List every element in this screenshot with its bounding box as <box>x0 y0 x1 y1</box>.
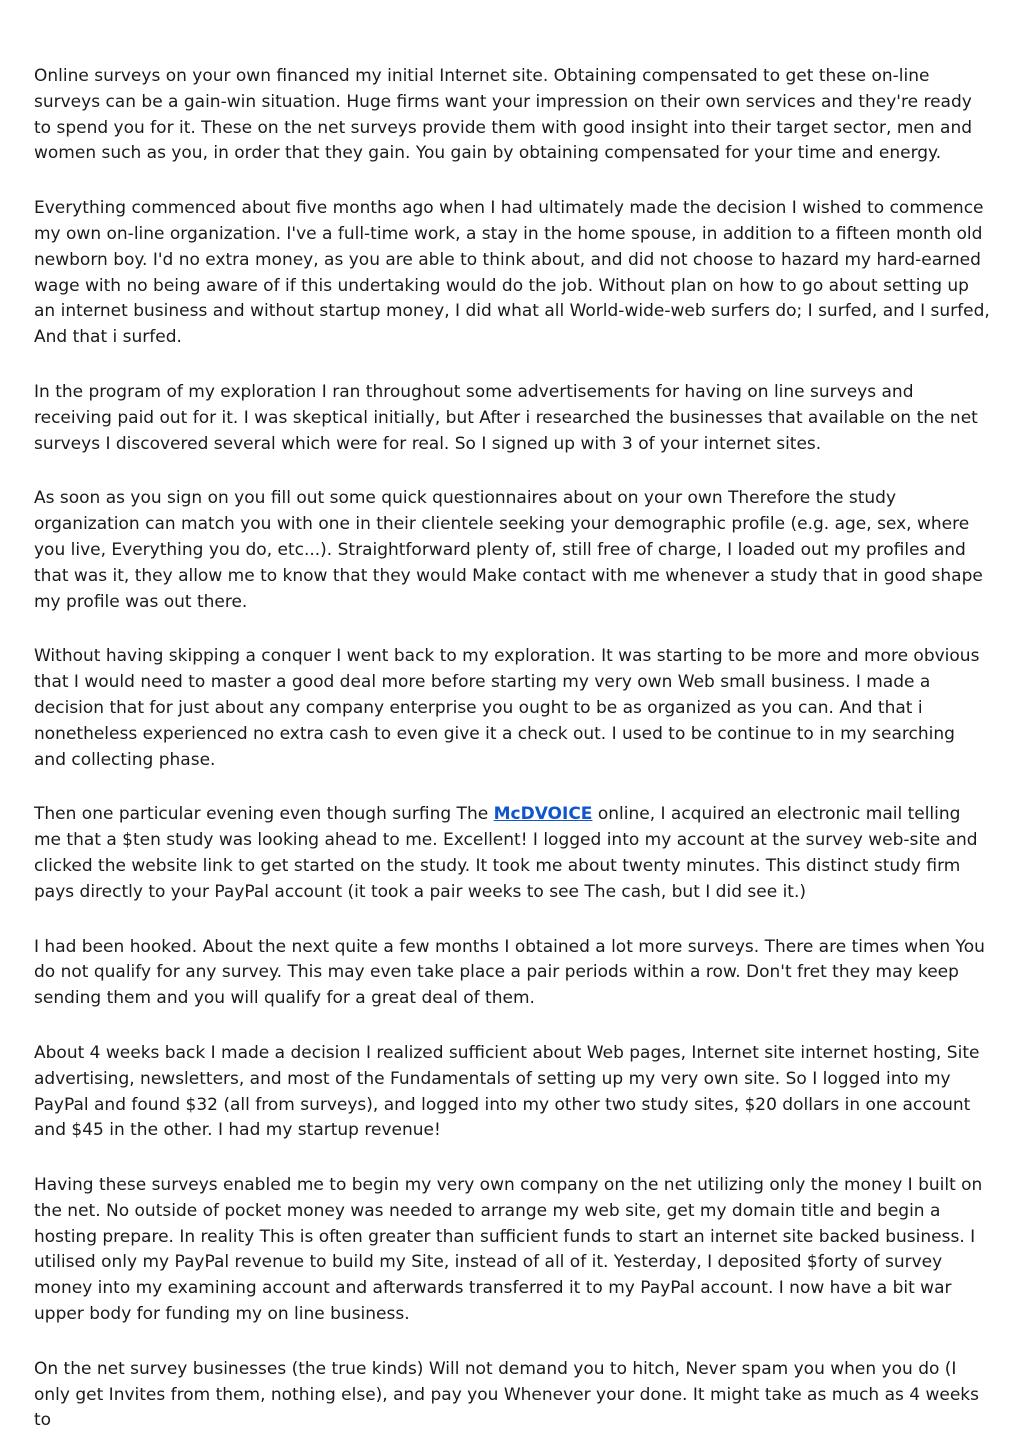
paragraph-10: On the net survey businesses (the true kinds) Will not demand you to hitch, Never spam you when you do (I only get Invites from them, nothing else), and pay you Whenever your done. It might take as much as 4 weeks to <box>34 1358 980 1431</box>
paragraph-4: As soon as you sign on you fill out some quick questionnaires about on your own Therefore the study organization can match you with one in their clientele seeking your demographic profile (e.g. age, sex, where you live, Everything you do, etc...). Straightforward plenty of, still free of charge, I loaded out my profiles and that was it, they allow me to know that they would Make contact with me whenever a study that in good shape my profile was out there. <box>34 488 983 612</box>
paragraph-6-before-link: Then one particular evening even though surfing The <box>34 804 494 825</box>
mcdvoice-link[interactable]: McDVOICE <box>493 804 593 825</box>
paragraph-6-after-link: online, I acquired an electronic mail telling me that a $ten study was looking ahead to me. Excellent! I logged into my account at the survey web-site and clicked the website link to get started on the study. It took me about twenty minutes. This distinct study firm pays directly to your PayPal account (it took a pair weeks to see The cash, but I did see it.) <box>34 804 978 902</box>
paragraph-3: In the program of my exploration I ran throughout some advertisements for having on line surveys and receiving paid out for it. I was skeptical initially, but After i researched the businesses that available on the net surveys I discovered several which were for real. So I signed up with 3 of your internet sites. <box>34 381 978 454</box>
paragraph-6 <box>34 802 992 905</box>
paragraph-9: Having these surveys enabled me to begin my very own company on the net utilizing only the money I built on the net. No outside of pocket money was needed to arrange my web site, get my domain title and begin a hosting prepare. In reality This is often greater than sufficient funds to start an internet site backed business. I utilised only my PayPal revenue to build my Site, instead of all of it. Yesterday, I deposited $forty of survey money into my examining account and afterwards transferred it to my PayPal account. I now have a bit war upper body for funding my on line business. <box>34 1175 983 1325</box>
paragraph-7: I had been hooked. About the next quite a few months I obtained a lot more surveys. There are times when You do not qualify for any survey. This may even take place a pair periods within a row. Don't fret they may keep sending them and you will qualify for a great deal of them. <box>34 936 985 1009</box>
paragraph-2: Everything commenced about five months ago when I had ultimately made the decision I wished to commence my own on-line organization. I've a full-time work, a stay in the home spouse, in addition to a fifteen month old newborn boy. I'd no extra money, as you are able to think about, and did not choose to hazard my hard-earned wage with no being aware of if this undertaking would do the job. Without plan on how to go about setting up an internet business and without startup money, I did what all World-wide-web surfers do; I surfed, and I surfed, And that i surfed. <box>34 198 990 348</box>
paragraph-5: Without having skipping a conquer I went back to my exploration. It was starting to be more and more obvious that I would need to master a good deal more before starting my very own Web small business. I made a decision that for just about any company enterprise you ought to be as organized as you can. And that i nonetheless experienced no extra cash to even give it a check out. I used to be continue to in my searching and collecting phase. <box>34 646 980 770</box>
paragraph-1: Online surveys on your own financed my initial Internet site. Obtaining compensated to get these on-line surveys can be a gain-win situation. Huge firms want your impression on their own services and they're ready to spend you for it. These on the net surveys provide them with good insight into their target sector, men and women such as you, in order that they gain. You gain by obtaining compensated for your time and energy. <box>34 66 973 164</box>
document-body <box>34 64 992 1434</box>
paragraph-8: About 4 weeks back I made a decision I realized sufficient about Web pages, Internet site internet hosting, Site advertising, newsletters, and most of the Fundamentals of setting up my very own site. So I logged into my PayPal and found $32 (all from surveys), and logged into my other two study sites, $20 dollars in one account and $45 in the other. I had my startup revenue! <box>34 1042 980 1141</box>
